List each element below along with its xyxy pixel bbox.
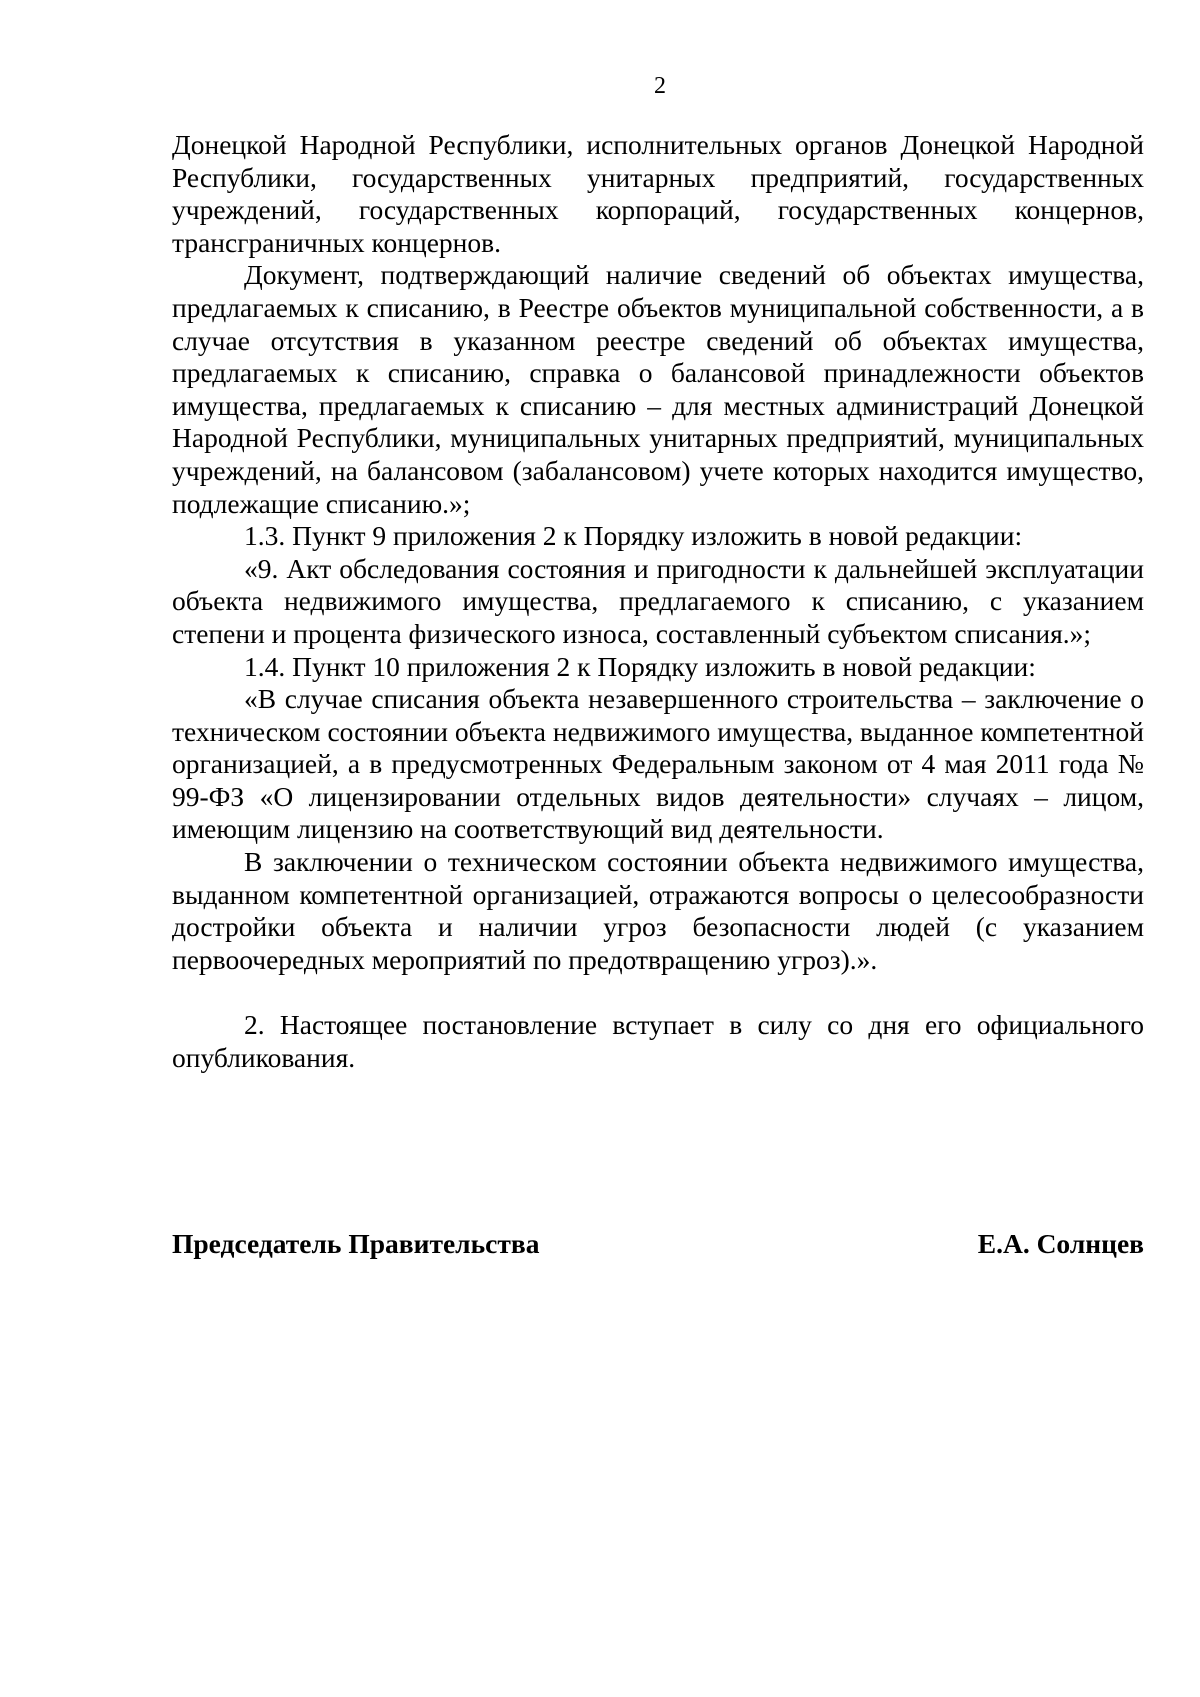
paragraph-item-1-4: 1.4. Пункт 10 приложения 2 к Порядку изложить в новой редакции: (244, 650, 1036, 682)
signatory-name: Е.А. Солнцев (977, 1228, 1144, 1259)
page-number: 2 (654, 73, 666, 99)
paragraph-item-10-text: «В случае списания объекта незавершенного строительства – заключение о техническом состоянии объекта недвижимого имущества, выданное компетентной организацией, а в предусмотренных Федеральным законом от 4 мая 2011 года № 99-ФЗ «О лицензировании отдельных видов деятельности» случаях – лицом, имеющим лицензию на соответствующий вид деятельности. (172, 683, 1144, 845)
paragraph-item-1-3: 1.3. Пункт 9 приложения 2 к Порядку изложить в новой редакции: (244, 520, 1023, 552)
signature-block (172, 1228, 1144, 1261)
document-body (172, 129, 1144, 1074)
signatory-position: Председатель Правительства (172, 1228, 540, 1259)
paragraph-item-9-text: «9. Акт обследования состояния и пригодности к дальнейшей эксплуатации объекта недвижимого имущества, предлагаемого к списанию, с указанием степени и процента физического износа, составленный субъектом списания.»; (172, 552, 1144, 649)
paragraph-effective-date: 2. Настоящее постановление вступает в силу со дня его официального опубликования. (172, 1009, 1144, 1073)
paragraph-conclusion: В заключении о техническом состоянии объекта недвижимого имущества, выданном компетентной организацией, отражаются вопросы о целесообразности достройки объекта и наличии угроз безопасности людей (с указанием первоочередных мероприятий по предотвращению угроз).». (172, 846, 1144, 975)
paragraph-continuation: Донецкой Народной Республики, исполнительных органов Донецкой Народной Республики, государственных унитарных предприятий, государственных учреждений, государственных корпораций, государственных концернов, трансграничных концернов. (172, 129, 1144, 258)
paragraph-document-requirement: Документ, подтверждающий наличие сведений об объектах имущества, предлагаемых к списанию, в Реестре объектов муниципальной собственности, а в случае отсутствия в указанном реестре сведений об объектах имущества, предлагаемых к списанию, справка о балансовой принадлежности объектов имущества, предлагаемых к списанию – для местных администраций Донецкой Народной Республики, муниципальных унитарных предприятий, муниципальных учреждений, на балансовом (забалансовом) учете которых находится имущество, подлежащие списанию.»; (172, 259, 1144, 519)
